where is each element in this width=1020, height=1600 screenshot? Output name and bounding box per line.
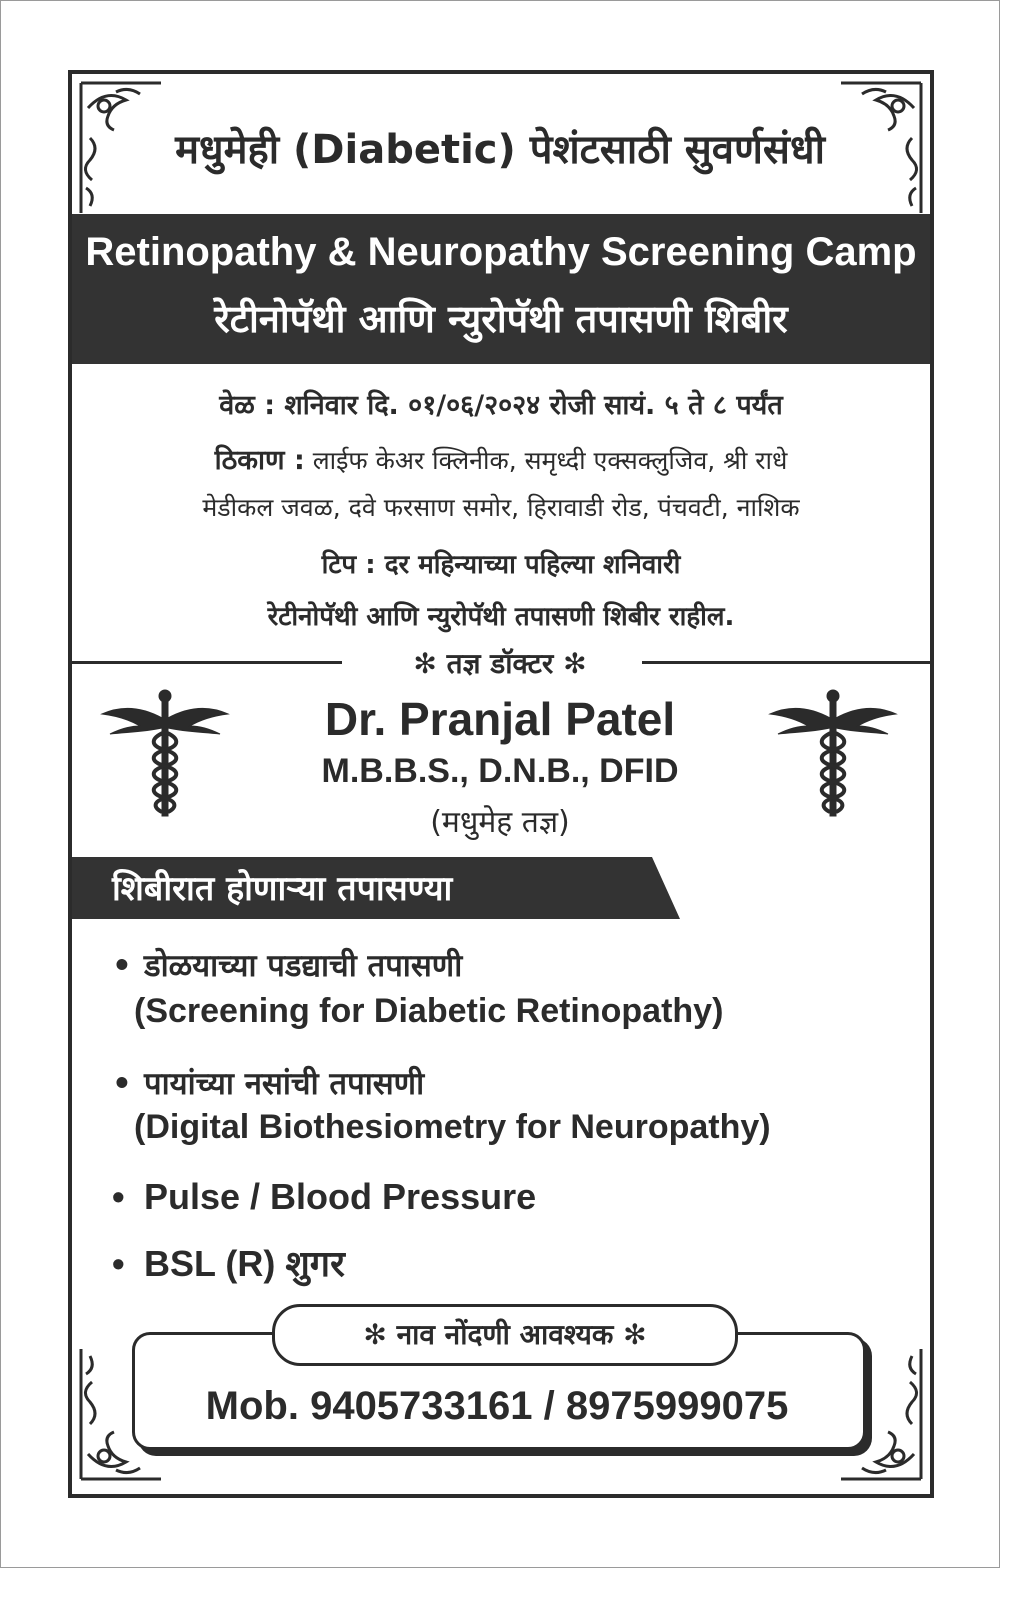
- test-label: Pulse / Blood Pressure: [144, 1176, 537, 1217]
- camp-place-line-2: मेडीकल जवळ, दवे फरसाण समोर, हिरावाडी रोड, पंचवटी, नाशिक: [202, 493, 800, 522]
- divider-left: [72, 661, 342, 664]
- place-label: ठिकाण :: [214, 445, 305, 476]
- test-label: डोळयाच्या पडद्याची तपासणी: [144, 948, 463, 984]
- test-label: पायांच्या नसांची तपासणी: [144, 1066, 425, 1102]
- doctor-speciality: (मधुमेह तज्ञ): [430, 805, 570, 840]
- test-label: BSL (R) शुगर: [144, 1243, 345, 1284]
- banner-title-marathi: रेटीनोपॅथी आणि न्युरोपॅथी तपासणी शिबीर: [214, 297, 788, 341]
- divider-right: [642, 661, 930, 664]
- poster-title: मधुमेही (Diabetic) पेशंटसाठी सुवर्णसंधी: [175, 127, 825, 173]
- caduceus-icon: [768, 688, 898, 818]
- test-item-pulse: [112, 1176, 536, 1218]
- doctor-degrees: M.B.B.S., D.N.B., DFID: [321, 752, 679, 790]
- tip-line-2: रेटीनोपॅथी आणि न्युरोपॅथी तपासणी शिबीर राहील.: [267, 602, 735, 632]
- test-item-neuropathy: [112, 1062, 424, 1104]
- camp-time: वेळ : शनिवार दि. ०१/०६/२०२४ रोजी सायं. ५ ते ८ पर्यंत: [219, 390, 783, 421]
- test-item-retina: [112, 944, 462, 986]
- bullet: •: [112, 1176, 125, 1217]
- tests-heading: शिबीरात होणाऱ्या तपासण्या: [112, 869, 453, 909]
- tip-line-1: टिप : दर महिन्याच्या पहिल्या शनिवारी: [321, 550, 681, 580]
- banner-title-english: Retinopathy & Neuropathy Screening Camp: [85, 230, 917, 274]
- test-sub-neuropathy: (Digital Biothesiometry for Neuropathy): [134, 1108, 771, 1146]
- registration-note: ✻ नाव नोंदणी आवश्यक ✻: [272, 1304, 738, 1366]
- test-item-bsl: [112, 1238, 345, 1287]
- doctor-section-label: ✻ तज्ञ डॉक्टर ✻: [413, 647, 587, 680]
- mobile-numbers: Mob. 9405733161 / 8975999075: [205, 1384, 789, 1428]
- bullet: •: [112, 948, 132, 984]
- camp-place-line-1: [72, 440, 930, 477]
- bullet: •: [112, 1243, 125, 1284]
- doctor-name: Dr. Pranjal Patel: [324, 693, 676, 745]
- test-sub-retina: (Screening for Diabetic Retinopathy): [134, 992, 724, 1030]
- place-text-1: लाईफ केअर क्लिनीक, समृध्दी एक्सक्लुजिव, श्री राधे: [312, 446, 788, 475]
- bullet: •: [112, 1066, 132, 1102]
- caduceus-icon: [100, 688, 230, 818]
